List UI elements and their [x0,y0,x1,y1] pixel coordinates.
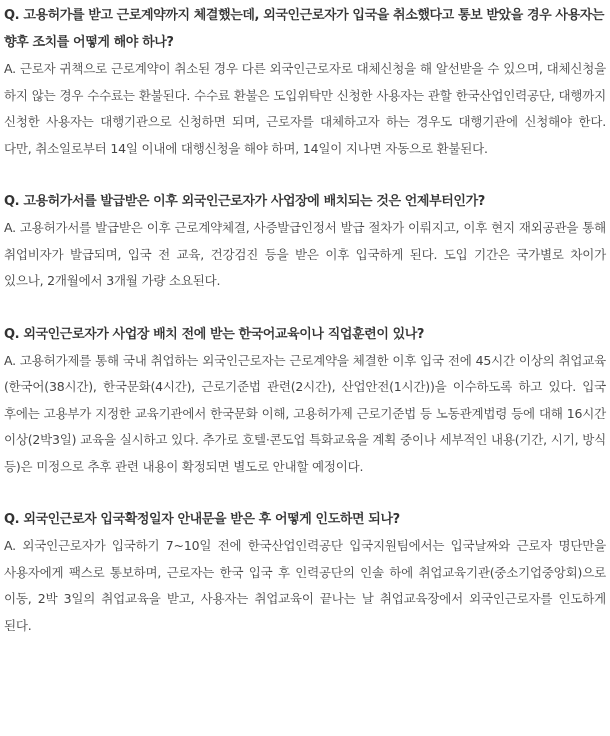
faq-answer: A. 고용허가서를 발급받은 이후 근로계약체결, 사증발급인정서 발급 절차가 이뤄지고, 이후 현지 재외공관을 통해 취업비자가 발급되며, 입국 전 교육, 건강검진 등을 받은 이후 입국하게 된다. 도입 기간은 국가별로 차이가 있으나, 2개월에서 3개월 가량 소요된다. [4,220,606,288]
faq-item-1 [4,2,606,162]
faq-question: Q. 고용허가서를 발급받은 이후 외국인근로자가 사업장에 배치되는 것은 언제부터인가? [4,194,485,209]
faq-answer: A. 고용허가제를 통해 국내 취업하는 외국인근로자는 근로계약을 체결한 이후 입국 전에 45시간 이상의 취업교육(한국어(38시간), 한국문화(4시간), 근로기준법 관련(2시간), 산업안전(1시간))을 이수하도록 하고 있다. 입국 후에는 고용부가 지정한 교육기관에서 한국문화 이해, 고용허가제 근로기준법 등 노동관계법령 등에 대해 16시간 이상(2박3일) 교육을 실시하고 있다. 추가로 호텔·콘도업 특화교육을 계획 중이나 세부적인 내용(기간, 시기, 방식 등)은 미정으로 추후 관련 내용이 확정되면 별도로 안내할 예정이다. [4,352,606,474]
faq-answer: A. 근로자 귀책으로 근로계약이 취소된 경우 다른 외국인근로자로 대체신청을 해 알선받을 수 있으며, 대체신청을 하지 않는 경우 수수료는 환불된다. 수수료 환불은 도입위탁만 신청한 사용자는 관할 한국산업인력공단, 대행까지 신청한 사용자는 대행기관으로 신청하면 되며, 근로자를 대체하고자 하는 경우도 대행기관에 신청해야 한다. 다만, 취소일로부터 14일 이내에 대행신청을 해야 하며, 14일이 지나면 자동으로 환불된다. [4,61,606,156]
faq-item-2 [4,188,606,295]
faq-item-3 [4,321,606,481]
faq-question: Q. 고용허가를 받고 근로계약까지 체결했는데, 외국인근로자가 입국을 취소했다고 통보 받았을 경우 사용자는 향후 조치를 어떻게 해야 하나? [4,8,605,50]
faq-question: Q. 외국인근로자 입국확정일자 안내문을 받은 후 어떻게 인도하면 되나? [4,512,400,527]
faq-answer: A. 외국인근로자가 입국하기 7~10일 전에 한국산업인력공단 입국지원팀에서는 입국날짜와 근로자 명단만을 사용자에게 팩스로 통보하며, 근로자는 한국 입국 후 인력공단의 인솔 하에 취업교육기관(중소기업중앙회)으로 이동, 2박 3일의 취업교육을 받고, 사용자는 취업교육이 끝나는 날 취업교육장에서 외국인근로자를 인도하게 된다. [4,538,606,633]
faq-item-4 [4,506,606,639]
faq-question: Q. 외국인근로자가 사업장 배치 전에 받는 한국어교육이나 직업훈련이 있나? [4,326,425,342]
